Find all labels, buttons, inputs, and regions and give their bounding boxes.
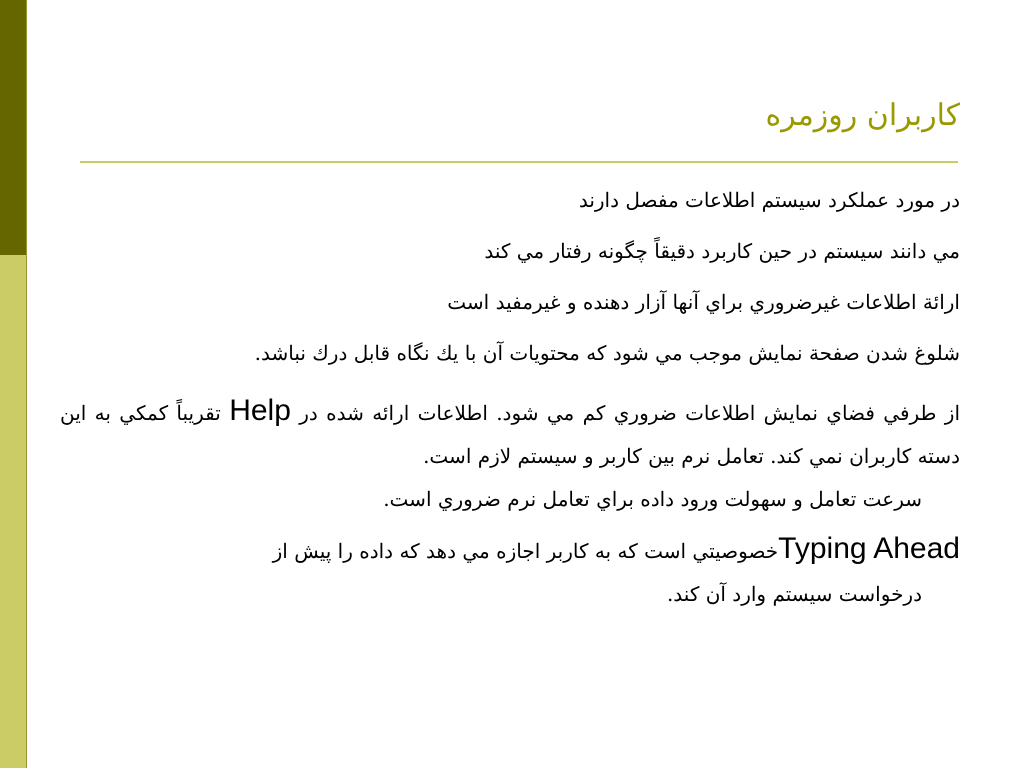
slide-title: كاربران روزمره <box>765 98 960 133</box>
side-bar-middle-segment <box>0 255 26 512</box>
title-underline <box>80 161 958 163</box>
bullet-unnecessary-info: ارائة اطلاعات غيرضروري براي آنها آزار دهنده و غيرمفيد است <box>447 290 960 314</box>
side-bar-bottom-segment <box>0 512 26 768</box>
typing-bullet-text-1: خصوصيتي است كه به كاربر اجازه مي دهد كه داده را پيش از <box>272 539 779 563</box>
help-keyword: Help <box>229 394 291 427</box>
help-bullet-text-1: از طرفي فضاي نمايش اطلاعات ضروري كم مي شود. اطلاعات ارائه شده در <box>299 401 961 425</box>
slide-body <box>60 185 960 622</box>
decorative-side-bar <box>0 0 26 768</box>
bullet-knows-behavior: مي دانند سيستم در حين كاربرد دقيقاً چگونه رفتار مي كند <box>484 239 960 263</box>
side-bar-edge-line <box>26 0 27 768</box>
bullet-help-info <box>60 389 960 521</box>
typing-bullet-text-2: درخواست سيستم وارد آن كند. <box>666 582 922 606</box>
side-bar-top-segment <box>0 0 26 255</box>
help-bullet-text-2: تقريباً كمكي به اين دسته كاربران نمي كند. تعامل نرم بين كاربر و سيستم لازم است. <box>60 401 960 468</box>
help-bullet-text-3: سرعت تعامل و سهولت ورود داده براي تعامل نرم ضروري است. <box>383 487 922 511</box>
bullet-detailed-knowledge: در مورد عملكرد سيستم اطلاعات مفصل دارند <box>578 188 960 212</box>
bullet-typing-ahead <box>60 527 960 616</box>
bullet-cluttered-screen: شلوغ شدن صفحة نمايش موجب مي شود كه محتويات آن با يك نگاه قابل درك نباشد. <box>254 341 960 365</box>
typing-ahead-keyword: Typing Ahead <box>778 532 960 565</box>
